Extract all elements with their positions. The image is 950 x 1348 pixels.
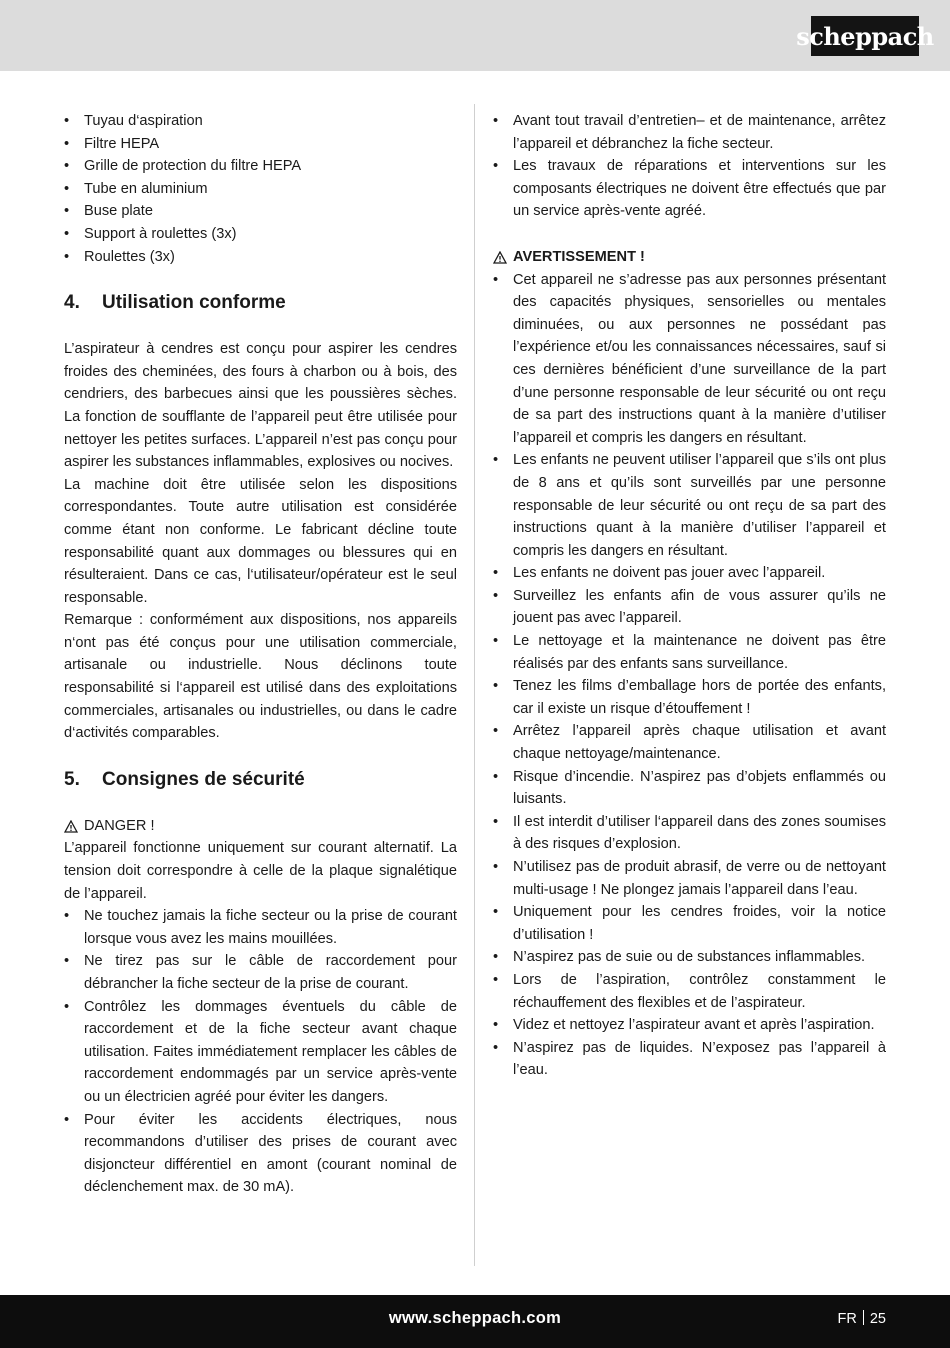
paragraph: L’aspirateur à cendres est conçu pour aspirer les cendres froides des cheminées, des fours à charbon ou à bois, des cendriers, des barbecues ainsi que les poussières sèches. La fonction de soufflante de l’appareil peut être utilisée pour nettoyer les petites surfaces. L’appareil n’est pas conçu pour aspirer les substances inflammables, explosives ou nocives. [64,341,457,471]
list-item: • Lors de l’aspiration, contrôlez constamment le réchauffement des flexibles et de l’aspirateur. [493,969,886,1014]
left-column [64,110,457,1199]
list-item: • Contrôlez les dommages éventuels du câble de raccordement et de la fiche secteur avant chaque utilisation. Faites immédiatement remplacer les câbles de raccordement endommagés par un service après-vente ou un électricien agréé pour éviter les dangers. [64,996,457,1109]
warning-list [493,269,886,1082]
list-item: • Filtre HEPA [64,133,457,156]
list-item: • Uniquement pour les cendres froides, voir la notice d’utilisation ! [493,901,886,946]
list-item: • Il est interdit d’utiliser l‘appareil dans des zones soumises à des risques d’explosion. [493,811,886,856]
list-item: • N’utilisez pas de produit abrasif, de verre ou de nettoyant multi-usage ! Ne plongez jamais l’appareil dans l’eau. [493,856,886,901]
list-item: • Support à roulettes (3x) [64,223,457,246]
maintenance-list [493,110,886,223]
list-item: • Ne tirez pas sur le câble de raccordement pour débrancher la fiche secteur de la prise de courant. [64,950,457,995]
list-item: • Les enfants ne doivent pas jouer avec l’appareil. [493,562,886,585]
footer [0,1295,950,1348]
list-item: • Tube en aluminium [64,178,457,201]
separator [863,1310,864,1325]
list-item: • N’aspirez pas de liquides. N’exposez pas l’appareil à l’eau. [493,1037,886,1082]
paragraph: La machine doit être utilisée selon les dispositions correspondantes. Toute autre utilisation est considérée comme étant non conforme. Le fabricant décline toute responsabilité quant aux dommages ou blessures qui en résulteraient. Dans ce cas, l‘utilisateur/opérateur est le seul responsable. [64,476,457,606]
paragraph: Remarque : conformément aux dispositions, nos appareils n‘ont pas été conçus pour une utilisation commerciale, artisanale ou industrielle. Nous déclinons toute responsabilité si l‘appareil est utilisé dans des exploitations commerciales, artisanales ou industrielles, ou dans le cadre d‘activités comparables. [64,612,457,742]
list-item: • Roulettes (3x) [64,246,457,269]
warning-triangle-icon [493,251,507,264]
section-4-heading [64,290,457,316]
list-item: • Buse plate [64,200,457,223]
list-item: • Tenez les films d’emballage hors de portée des enfants, car il existe un risque d’étouffement ! [493,675,886,720]
list-item: • Tuyau d‘aspiration [64,110,457,133]
page-indicator [838,1310,886,1327]
list-item: • Avant tout travail d’entretien– et de maintenance, arrêtez l’appareil et débranchez la fiche secteur. [493,110,886,155]
list-item: • Cet appareil ne s’adresse pas aux personnes présentant des capacités physiques, sensorielles ou mentales diminuées, ou aux personnes ne possédant pas l’expérience et/ou les connaissances nécessaires, sauf si ces dernières bénéficient d’une surveillance de la part d’une personne responsable de leur sécurité ou ont reçu de sa part des instructions quant à la manière d’utiliser l’appareil et compris les dangers en résultant. [493,269,886,450]
section-title: Consignes de sécurité [102,768,305,790]
section-5-heading [64,767,457,793]
brand-name: scheppach [796,21,934,51]
section-number: 5. [64,768,80,790]
website-link[interactable]: www.scheppach.com [388,1309,562,1327]
warning-text: AVERTISSEMENT ! [513,248,645,265]
danger-text: DANGER ! [84,817,155,834]
column-divider [474,104,475,1266]
parts-list [64,110,457,268]
list-item: • Videz et nettoyez l’aspirateur avant et après l’aspiration. [493,1014,886,1037]
list-item: • Arrêtez l’appareil après chaque utilisation et avant chaque nettoyage/maintenance. [493,720,886,765]
list-item: • Ne touchez jamais la fiche secteur ou la prise de courant lorsque vous avez les mains mouillées. [64,905,457,950]
list-item: • Pour éviter les accidents électriques, nous recommandons d’utiliser des prises de courant avec disjoncteur différentiel en amont (courant nominal de déclenchement max. de 30 mA). [64,1109,457,1199]
paragraph: L’appareil fonctionne uniquement sur courant alternatif. La tension doit correspondre à celle de la plaque signalétique de l’appareil. [64,840,457,902]
list-item: • Le nettoyage et la maintenance ne doivent pas être réalisés par des enfants sans surveillance. [493,630,886,675]
page-number: 25 [869,1311,886,1327]
list-item: • Risque d’incendie. N’aspirez pas d’objets enflammés ou luisants. [493,766,886,811]
brand-logo [796,16,934,56]
section-title: Utilisation conforme [102,292,286,314]
list-item: • Grille de protection du filtre HEPA [64,155,457,178]
list-item: • N’aspirez pas de suie ou de substances inflammables. [493,946,886,969]
warning-label [493,246,886,269]
list-item: • Les enfants ne peuvent utiliser l’appareil que s’ils ont plus de 8 ans et qu’ils sont surveillés par une personne responsable de leur sécurité ou ont reçu de sa part des instructions quant à la manière d’utiliser l’appareil et compris les dangers en résultant. [493,449,886,562]
list-item: • Surveillez les enfants afin de vous assurer qu’ils ne jouent pas avec l’appareil. [493,585,886,630]
right-column [493,110,886,1082]
language-code: FR [837,1311,857,1327]
section-number: 4. [64,292,80,314]
warning-triangle-icon [64,820,78,833]
danger-list [64,905,457,1199]
danger-label [64,815,457,838]
list-item: • Les travaux de réparations et interventions sur les composants électriques ne doivent être effectués que par un service après-vente agréé. [493,155,886,223]
